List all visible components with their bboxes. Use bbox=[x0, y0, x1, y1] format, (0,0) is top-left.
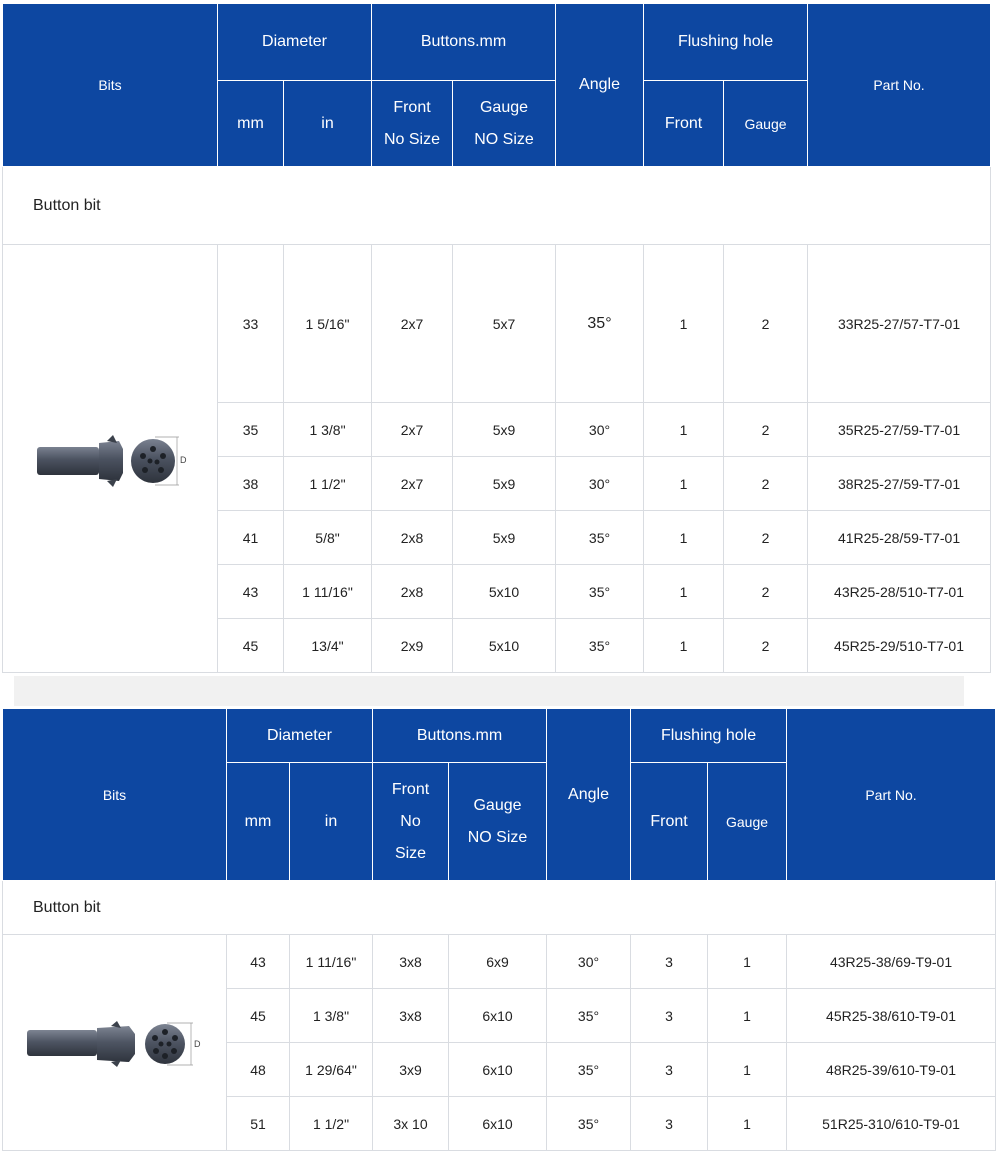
spec-table-2 bbox=[2, 708, 996, 1151]
cell-in: 13/4" bbox=[284, 619, 372, 673]
cell-front: 3x 10 bbox=[373, 1097, 449, 1151]
cell-front: 2x8 bbox=[372, 511, 453, 565]
cell-mm: 43 bbox=[227, 935, 290, 989]
section-label: Button bit bbox=[3, 167, 991, 245]
cell-front: 2x7 bbox=[372, 457, 453, 511]
cell-in: 1 11/16" bbox=[284, 565, 372, 619]
bit-image-cell bbox=[3, 935, 227, 1151]
cell-in: 1 11/16" bbox=[290, 935, 373, 989]
cell-fh-gauge: 2 bbox=[724, 245, 808, 403]
table-row bbox=[3, 935, 996, 989]
header-fh-gauge: Gauge bbox=[708, 763, 787, 881]
cell-angle: 35° bbox=[556, 565, 644, 619]
cell-part-no: 48R25-39/610-T9-01 bbox=[787, 1043, 996, 1097]
cell-in: 1 1/2" bbox=[290, 1097, 373, 1151]
header-in: in bbox=[284, 81, 372, 167]
cell-part-no: 45R25-38/610-T9-01 bbox=[787, 989, 996, 1043]
header-gauge-size-label: NO Size bbox=[467, 828, 528, 846]
header-front-size-label: No Size bbox=[383, 130, 441, 148]
cell-gauge: 5x10 bbox=[453, 565, 556, 619]
cell-front: 3x9 bbox=[373, 1043, 449, 1097]
cell-fh-gauge: 2 bbox=[724, 565, 808, 619]
header-part-no: Part No. bbox=[808, 4, 991, 167]
cell-angle: 30° bbox=[547, 935, 631, 989]
cell-fh-gauge: 1 bbox=[708, 1043, 787, 1097]
header-front-no-size bbox=[372, 81, 453, 167]
header-diameter: Diameter bbox=[218, 4, 372, 81]
spec-table-1 bbox=[2, 3, 991, 673]
cell-front: 2x7 bbox=[372, 245, 453, 403]
header-gauge-label: Gauge bbox=[473, 796, 522, 814]
header-front-size-label: Size bbox=[394, 844, 427, 862]
cell-angle: 35° bbox=[556, 511, 644, 565]
cell-fh-front: 1 bbox=[644, 619, 724, 673]
header-gauge-no-size bbox=[453, 81, 556, 167]
cell-mm: 33 bbox=[218, 245, 284, 403]
cell-mm: 38 bbox=[218, 457, 284, 511]
cell-mm: 45 bbox=[218, 619, 284, 673]
header-front-no-label: No bbox=[400, 812, 421, 830]
button-bit-image bbox=[35, 429, 185, 489]
cell-part-no: 43R25-38/69-T9-01 bbox=[787, 935, 996, 989]
cell-angle: 35° bbox=[556, 619, 644, 673]
cell-gauge: 6x10 bbox=[449, 1097, 547, 1151]
header-fh-front: Front bbox=[631, 763, 708, 881]
cell-gauge: 5x9 bbox=[453, 511, 556, 565]
cell-fh-front: 1 bbox=[644, 457, 724, 511]
cell-angle: 35° bbox=[556, 245, 644, 403]
cell-fh-gauge: 2 bbox=[724, 403, 808, 457]
section-label: Button bit bbox=[3, 881, 996, 935]
cell-gauge: 6x10 bbox=[449, 1043, 547, 1097]
cell-fh-gauge: 1 bbox=[708, 989, 787, 1043]
cell-gauge: 5x9 bbox=[453, 457, 556, 511]
cell-mm: 35 bbox=[218, 403, 284, 457]
header-bits: Bits bbox=[3, 709, 227, 881]
cell-gauge: 5x7 bbox=[453, 245, 556, 403]
cell-angle: 35° bbox=[547, 1043, 631, 1097]
header-mm: mm bbox=[227, 763, 290, 881]
cell-front: 2x7 bbox=[372, 403, 453, 457]
cell-angle: 35° bbox=[547, 1097, 631, 1151]
cell-mm: 51 bbox=[227, 1097, 290, 1151]
cell-in: 1 1/2" bbox=[284, 457, 372, 511]
header-angle: Angle bbox=[556, 4, 644, 167]
cell-part-no: 41R25-28/59-T7-01 bbox=[808, 511, 991, 565]
header-part-no: Part No. bbox=[787, 709, 996, 881]
header-front-no-size bbox=[373, 763, 449, 881]
button-bit-image bbox=[25, 1018, 205, 1068]
cell-in: 1 29/64" bbox=[290, 1043, 373, 1097]
cell-part-no: 43R25-28/510-T7-01 bbox=[808, 565, 991, 619]
cell-front: 3x8 bbox=[373, 935, 449, 989]
diameter-marker-label: D bbox=[180, 454, 187, 465]
header-fh-front: Front bbox=[644, 81, 724, 167]
cell-part-no: 45R25-29/510-T7-01 bbox=[808, 619, 991, 673]
cell-front: 2x9 bbox=[372, 619, 453, 673]
cell-front: 3x8 bbox=[373, 989, 449, 1043]
cell-part-no: 38R25-27/59-T7-01 bbox=[808, 457, 991, 511]
cell-part-no: 33R25-27/57-T7-01 bbox=[808, 245, 991, 403]
cell-gauge: 5x9 bbox=[453, 403, 556, 457]
cell-fh-front: 3 bbox=[631, 1043, 708, 1097]
cell-fh-front: 1 bbox=[644, 511, 724, 565]
header-front-label: Front bbox=[393, 98, 431, 116]
section-divider bbox=[14, 676, 964, 706]
cell-fh-front: 3 bbox=[631, 989, 708, 1043]
header-gauge-no-size bbox=[449, 763, 547, 881]
header-flushing-hole: Flushing hole bbox=[644, 4, 808, 81]
cell-fh-front: 1 bbox=[644, 245, 724, 403]
header-front-label: Front bbox=[391, 780, 430, 798]
cell-in: 1 3/8" bbox=[284, 403, 372, 457]
cell-mm: 45 bbox=[227, 989, 290, 1043]
cell-gauge: 6x9 bbox=[449, 935, 547, 989]
header-gauge-size-label: NO Size bbox=[474, 130, 534, 148]
cell-gauge: 5x10 bbox=[453, 619, 556, 673]
cell-fh-gauge: 2 bbox=[724, 511, 808, 565]
cell-fh-front: 3 bbox=[631, 1097, 708, 1151]
header-buttons: Buttons.mm bbox=[373, 709, 547, 763]
header-in: in bbox=[290, 763, 373, 881]
header-bits: Bits bbox=[3, 4, 218, 167]
header-angle: Angle bbox=[547, 709, 631, 881]
header-mm: mm bbox=[218, 81, 284, 167]
header-gauge-label: Gauge bbox=[479, 98, 529, 116]
header-flushing-hole: Flushing hole bbox=[631, 709, 787, 763]
header-diameter: Diameter bbox=[227, 709, 373, 763]
cell-in: 5/8" bbox=[284, 511, 372, 565]
cell-fh-front: 1 bbox=[644, 565, 724, 619]
cell-fh-gauge: 1 bbox=[708, 935, 787, 989]
cell-in: 1 3/8" bbox=[290, 989, 373, 1043]
cell-part-no: 35R25-27/59-T7-01 bbox=[808, 403, 991, 457]
cell-fh-front: 1 bbox=[644, 403, 724, 457]
cell-fh-gauge: 2 bbox=[724, 619, 808, 673]
cell-angle: 35° bbox=[547, 989, 631, 1043]
cell-mm: 48 bbox=[227, 1043, 290, 1097]
table-row bbox=[3, 245, 991, 403]
header-buttons: Buttons.mm bbox=[372, 4, 556, 81]
cell-front: 2x8 bbox=[372, 565, 453, 619]
cell-gauge: 6x10 bbox=[449, 989, 547, 1043]
cell-part-no: 51R25-310/610-T9-01 bbox=[787, 1097, 996, 1151]
cell-angle: 30° bbox=[556, 403, 644, 457]
bit-image-cell bbox=[3, 245, 218, 673]
header-fh-gauge: Gauge bbox=[724, 81, 808, 167]
diameter-marker-label: D bbox=[193, 1038, 200, 1049]
cell-in: 1 5/16" bbox=[284, 245, 372, 403]
cell-fh-front: 3 bbox=[631, 935, 708, 989]
cell-mm: 41 bbox=[218, 511, 284, 565]
cell-mm: 43 bbox=[218, 565, 284, 619]
cell-angle: 30° bbox=[556, 457, 644, 511]
cell-fh-gauge: 1 bbox=[708, 1097, 787, 1151]
cell-fh-gauge: 2 bbox=[724, 457, 808, 511]
